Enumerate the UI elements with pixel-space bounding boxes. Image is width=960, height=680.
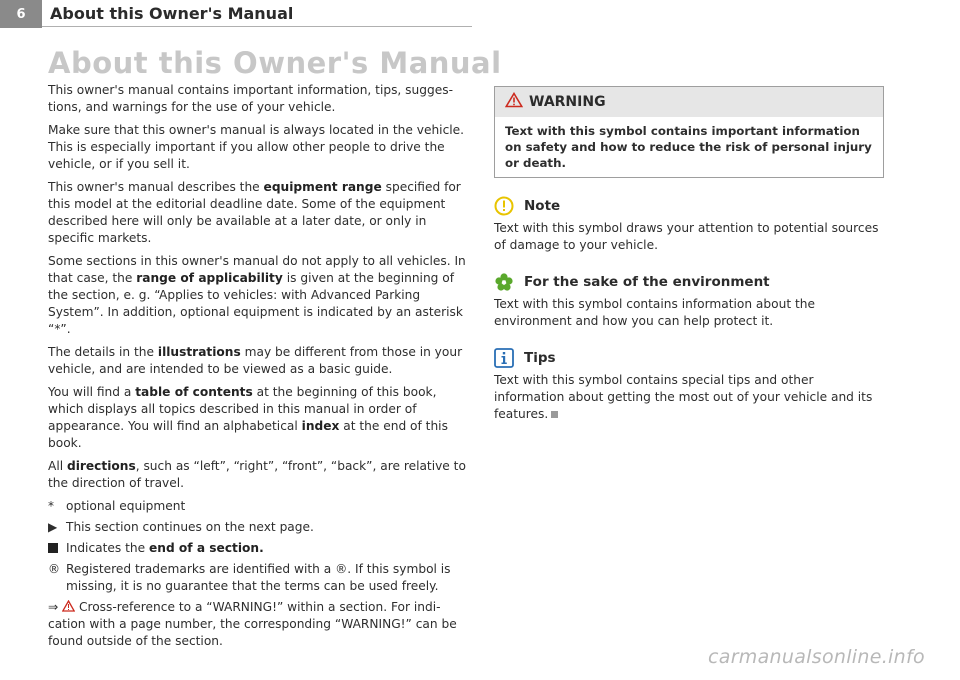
text: specified for this model at the editorial deadline date. Some of the equipment described here will only be available at a later date, or only in specific markets. [48,180,461,245]
legend-text: This section continues on the next page. [66,520,314,534]
bold-term: range of applicability [136,271,283,285]
paragraph-illustrations [48,344,466,378]
page-number: 6 [0,0,42,28]
legend-text: optional equipment [66,499,186,513]
left-column [48,82,466,656]
text: Indicates the [66,541,149,555]
registered-icon: ® [48,562,60,576]
warning-triangle-icon [62,600,75,614]
bold-term: directions [66,459,136,473]
legend-text: Registered trademarks are identified with a ®. If this symbol is missing, it is no guarantee that the terms can be used freely. [66,562,451,593]
paragraph-intro: This owner's manual contains important information, tips, suggestions, and warnings for the use of your vehicle. [48,83,453,114]
text: The details in the [48,345,158,359]
bold-term: end of a section. [149,541,264,555]
tips-title: Tips [524,349,556,366]
bold-term: index [301,419,340,433]
text: at the end of this book. [48,419,448,450]
flower-icon [494,272,514,292]
asterisk-icon: * [48,499,54,513]
bold-term: illustrations [157,345,241,359]
info-icon [494,348,514,368]
environment-text: Text with this symbol contains information about the environment and how you can help protect it. [494,297,815,328]
text: at the beginning of this book, which displays all topics described in this manual in order of appearance. You will find an alphabetical [48,385,437,433]
bold-term: table of contents [135,385,253,399]
text: This owner's manual describes the [48,180,264,194]
warning-text: Text with this symbol contains important information on safety and how to reduce the risk of personal injury or death. [505,124,872,170]
note-heading [494,196,884,216]
bold-term: equipment range [263,180,382,194]
header-rule [42,26,472,27]
end-square-icon [48,540,66,557]
end-square-icon [551,411,558,418]
legend-asterisk [48,498,466,515]
warning-header [495,87,883,117]
text: All [48,459,67,473]
legend-text [66,540,466,557]
warning-box [494,86,884,178]
environment-heading [494,272,884,292]
text: , such as “left”, “right”, “front”, “back”, are relative to the direction of travel. [48,459,466,490]
legend-end-section [48,540,466,557]
double-arrow-icon: ⇒ [48,600,59,614]
paragraph-directions [48,458,466,492]
running-head: About this Owner's Manual [50,4,294,23]
arrow-right-icon: ▶ [48,520,58,534]
paragraph-cross-reference [48,599,466,650]
text: Text with this symbol contains special tips and other information about getting the most out of your vehicle and its features. [494,373,873,421]
page-title: About this Owner's Manual [48,46,502,80]
environment-title: For the sake of the environment [524,273,770,290]
paragraph-applicability [48,253,466,338]
legend-registered [48,561,466,595]
header-bar [0,0,960,28]
tips-heading [494,348,884,368]
watermark: carmanualsonline.info [708,646,925,668]
text: Cross-reference to a “WARNING!” within a section. For indication with a page number, the corresponding “WARNING!” can be found outside of the section. [48,600,457,648]
paragraph-equipment-range [48,179,466,247]
legend-continue [48,519,466,536]
warning-triangle-icon [505,92,523,112]
warning-title: WARNING [529,93,606,110]
note-text: Text with this symbol draws your attention to potential sources of damage to your vehicle. [494,221,879,252]
paragraph-contents [48,384,466,452]
note-title: Note [524,197,561,214]
note-exclamation-icon [494,196,514,216]
text: may be different from those in your vehicle, and are intended to be viewed as a basic guide. [48,345,463,376]
paragraph-location: Make sure that this owner's manual is always located in the vehicle. This is especially important if you allow other people to drive the vehicle, or if you sell it. [48,123,465,171]
text: You will find a [48,385,136,399]
text: is given at the beginning of the section, e. g. “Applies to vehicles: with Advanced Parking System”. In addition, optional equipment is indicated by an asterisk “*”. [48,271,463,336]
right-column [494,86,884,423]
tips-text [494,372,884,423]
text: Some sections in this owner's manual do not apply to all vehicles. In that case, the [48,254,466,285]
